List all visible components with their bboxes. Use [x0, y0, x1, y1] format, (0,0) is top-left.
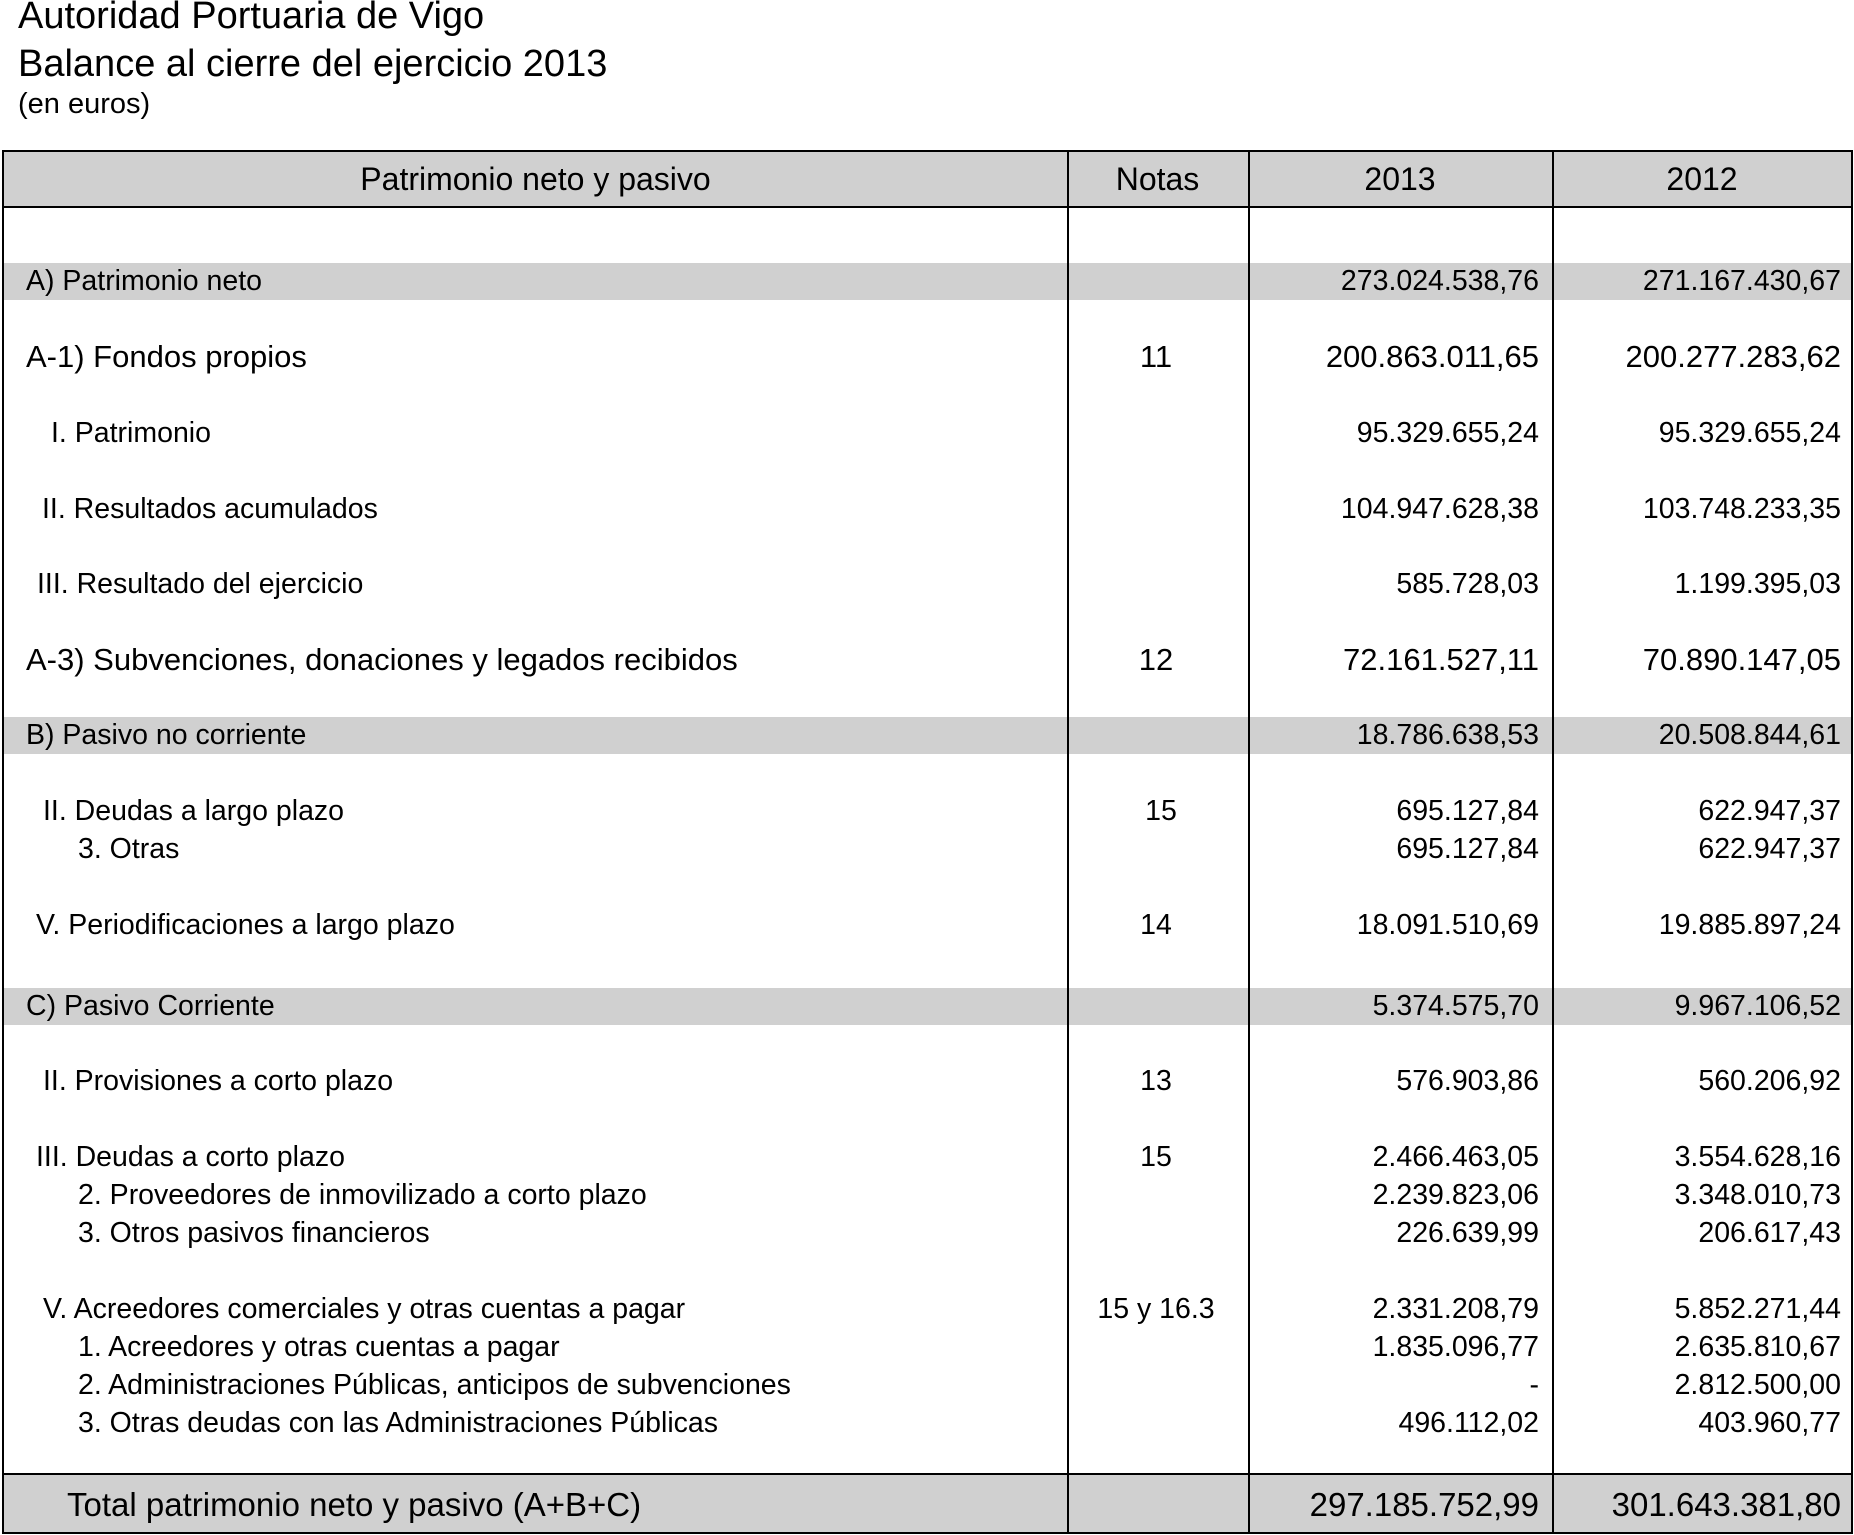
row-value-2012: 3.348.010,73	[1674, 1179, 1841, 1211]
table-row	[4, 338, 1851, 376]
row-value-2012: 5.852.271,44	[1674, 1293, 1841, 1325]
row-notes	[1067, 830, 1245, 868]
row-value-2012: 622.947,37	[1698, 833, 1841, 865]
row-value-2013: 576.903,86	[1396, 1065, 1539, 1097]
row-value-2012: 622.947,37	[1698, 795, 1841, 827]
table-row	[4, 906, 1851, 944]
row-value-2013: 273.024.538,76	[1340, 265, 1539, 297]
table-row	[4, 565, 1851, 603]
row-label: III. Resultado del ejercicio	[37, 568, 364, 600]
row-label: 2. Administraciones Públicas, anticipos de subvenciones	[78, 1369, 791, 1401]
row-notes: 15	[1140, 1141, 1172, 1173]
table-row	[4, 641, 1851, 679]
table-row	[4, 1214, 1851, 1252]
table-row	[4, 1328, 1851, 1366]
row-value-2013: 2.239.823,06	[1372, 1179, 1539, 1211]
row-value-2013: 695.127,84	[1396, 795, 1539, 827]
row-label: I. Patrimonio	[51, 417, 211, 449]
row-value-2012: 9.967.106,52	[1674, 990, 1841, 1022]
row-notes	[1067, 490, 1245, 528]
row-value-2012: 271.167.430,67	[1642, 265, 1841, 297]
units-note: (en euros)	[18, 88, 151, 120]
row-label: V. Periodificaciones a largo plazo	[36, 909, 455, 941]
total-value-2012: 301.643.381,80	[1611, 1486, 1841, 1523]
row-notes	[1067, 987, 1245, 1025]
statement-title: Balance al cierre del ejercicio 2013	[18, 43, 608, 85]
row-value-2013: 585.728,03	[1396, 568, 1539, 600]
table-row	[4, 792, 1851, 830]
total-label: Total patrimonio neto y pasivo (A+B+C)	[67, 1486, 642, 1523]
row-value-2012: 2.635.810,67	[1674, 1331, 1841, 1363]
header-2013: 2013	[1364, 161, 1436, 197]
row-label: 3. Otros pasivos financieros	[78, 1217, 430, 1249]
row-notes	[1067, 1176, 1245, 1214]
row-notes	[1067, 565, 1245, 603]
total-notes	[1067, 1478, 1245, 1532]
row-value-2013: 2.466.463,05	[1372, 1141, 1539, 1173]
table-row	[4, 1062, 1851, 1100]
row-label: 2. Proveedores de inmovilizado a corto plazo	[78, 1179, 647, 1211]
row-value-2012: 403.960,77	[1698, 1407, 1841, 1439]
row-value-2012: 2.812.500,00	[1674, 1369, 1841, 1401]
row-value-2012: 560.206,92	[1698, 1065, 1841, 1097]
row-value-2012: 103.748.233,35	[1642, 493, 1841, 525]
row-notes: 15 y 16.3	[1097, 1293, 1215, 1325]
table-row	[4, 1404, 1851, 1442]
row-notes: 14	[1140, 909, 1172, 941]
row-value-2013: 695.127,84	[1396, 833, 1539, 865]
row-label: B) Pasivo no corriente	[26, 719, 307, 751]
row-value-2012: 20.508.844,61	[1658, 719, 1841, 751]
row-label: A) Patrimonio neto	[26, 265, 263, 297]
row-value-2012: 206.617,43	[1698, 1217, 1841, 1249]
table-row	[4, 1290, 1851, 1328]
row-notes: 12	[1138, 642, 1174, 677]
row-notes	[1067, 414, 1245, 452]
row-value-2012: 19.885.897,24	[1658, 909, 1841, 941]
row-notes: 11	[1139, 339, 1173, 374]
header-2012: 2012	[1666, 161, 1738, 197]
row-value-2013: 18.091.510,69	[1356, 909, 1539, 941]
row-notes	[1067, 1366, 1245, 1404]
row-value-2013: 95.329.655,24	[1356, 417, 1539, 449]
total-value-2013: 297.185.752,99	[1309, 1486, 1539, 1523]
header-notes: Notas	[1115, 161, 1200, 197]
total-row	[4, 1478, 1851, 1532]
table-row	[4, 1138, 1851, 1176]
row-notes: 15	[1145, 795, 1177, 827]
table-row	[4, 1366, 1851, 1404]
row-label: 1. Acreedores y otras cuentas a pagar	[78, 1331, 560, 1363]
row-label: II. Provisiones a corto plazo	[43, 1065, 394, 1097]
row-value-2012: 95.329.655,24	[1658, 417, 1841, 449]
row-value-2013: 72.161.527,11	[1343, 642, 1539, 677]
row-notes	[1067, 716, 1245, 754]
table-row	[4, 490, 1851, 528]
row-label: II. Deudas a largo plazo	[43, 795, 345, 827]
table-row	[4, 987, 1851, 1025]
row-value-2013: -	[1529, 1369, 1539, 1401]
row-notes	[1067, 1328, 1245, 1366]
row-value-2013: 226.639,99	[1396, 1217, 1539, 1249]
row-notes	[1067, 1404, 1245, 1442]
row-value-2013: 1.835.096,77	[1372, 1331, 1539, 1363]
row-label: V. Acreedores comerciales y otras cuentas a pagar	[43, 1293, 686, 1325]
row-notes	[1067, 1214, 1245, 1252]
row-value-2013: 2.331.208,79	[1372, 1293, 1539, 1325]
table-row	[4, 1176, 1851, 1214]
row-value-2012: 200.277.283,62	[1625, 339, 1841, 374]
header-concept: Patrimonio neto y pasivo	[360, 161, 711, 197]
row-notes	[1067, 262, 1245, 300]
table-row	[4, 830, 1851, 868]
row-value-2013: 18.786.638,53	[1356, 719, 1539, 751]
row-value-2012: 1.199.395,03	[1674, 568, 1841, 600]
row-label: A-1) Fondos propios	[26, 339, 307, 374]
row-value-2013: 5.374.575,70	[1372, 990, 1539, 1022]
table-row	[4, 414, 1851, 452]
row-label: II. Resultados acumulados	[42, 493, 378, 525]
table-row	[4, 262, 1851, 300]
row-label: 3. Otras deudas con las Administraciones Públicas	[78, 1407, 718, 1439]
entity-title: Autoridad Portuaria de Vigo	[18, 0, 485, 37]
row-label: 3. Otras	[78, 833, 180, 865]
row-value-2012: 70.890.147,05	[1642, 642, 1841, 677]
row-value-2013: 496.112,02	[1398, 1407, 1539, 1439]
balance-table	[2, 150, 1853, 1534]
table-row	[4, 716, 1851, 754]
table-header	[4, 152, 1851, 208]
row-value-2013: 200.863.011,65	[1325, 339, 1539, 374]
row-notes: 13	[1140, 1065, 1172, 1097]
row-label: A-3) Subvenciones, donaciones y legados recibidos	[26, 642, 738, 677]
row-label: III. Deudas a corto plazo	[36, 1141, 345, 1173]
row-label: C) Pasivo Corriente	[26, 990, 275, 1022]
row-value-2012: 3.554.628,16	[1674, 1141, 1841, 1173]
row-value-2013: 104.947.628,38	[1340, 493, 1539, 525]
